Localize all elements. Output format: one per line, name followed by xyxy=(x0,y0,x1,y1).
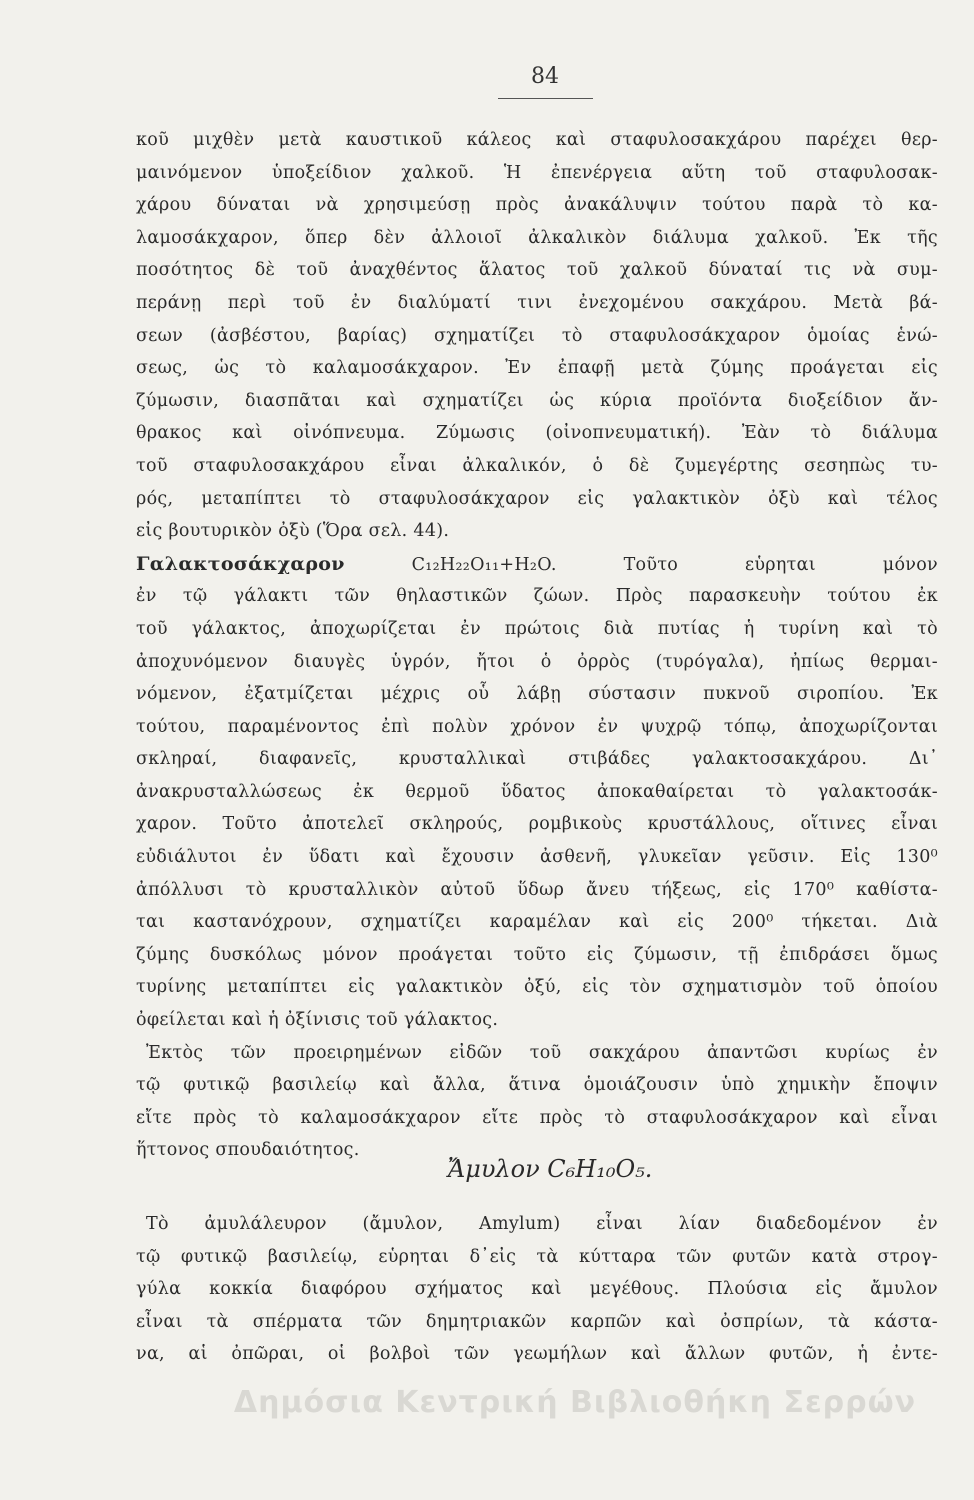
text-line: τοῦ σταφυλοσακχάρου εἶναι ἀλκαλικόν, ὁ δὲ ζυμεγέρτης σεσηπὼς τυ- xyxy=(136,455,938,476)
text-line: ται καστανόχρουν, σχηματίζει καραμέλαν καὶ εἰς 200⁰ τήκεται. Διὰ xyxy=(136,912,938,933)
library-watermark: Δημόσια Κεντρική Βιβλιοθήκη Σερρών xyxy=(233,1385,917,1420)
text-line: κοῦ μιχθὲν μετὰ καυστικοῦ κάλεος καὶ σταφυλοσακχάρου παρέχει θερ- xyxy=(136,130,938,150)
text-line: χαρον. Τοῦτο ἀποτελεῖ σκληρούς, ρομβικοὺς κρυστάλλους, οἵτινες εἶναι xyxy=(136,814,938,835)
text-line: νόμενον, ἐξατμίζεται μέχρις οὗ λάβῃ σύστασιν πυκνοῦ σιροπίου. Ἐκ xyxy=(136,684,938,705)
text-line: θρακος καὶ οἰνόπνευμα. Ζύμωσις (οἰνοπνευματική). Ἐὰν τὸ διάλυμα xyxy=(136,423,938,444)
text-line: τῷ φυτικῷ βασιλείῳ καὶ ἄλλα, ἅτινα ὁμοιάζουσιν ὑπὸ χημικὴν ἔποψιν xyxy=(136,1075,938,1096)
text-block-main xyxy=(136,124,938,1167)
galakto-formula: C₁₂H₂₂O₁₁+H₂O. xyxy=(411,554,557,575)
text-block-amylon xyxy=(136,1208,938,1371)
text-line: εὐδιάλυτοι ἐν ὕδατι καὶ ἔχουσιν ἀσθενῆ, γλυκεῖαν γεῦσιν. Εἰς 130⁰ xyxy=(136,847,938,868)
text-line: ρός, μεταπίπτει τὸ σταφυλοσάκχαρον εἰς γαλακτικὸν ὀξὺ καὶ τέλος xyxy=(136,488,938,509)
text-line: γύλα κοκκία διαφόρου σχήματος καὶ μεγέθους. Πλούσια εἰς ἄμυλον xyxy=(136,1279,938,1300)
text-line: ζύμης δυσκόλως μόνον προάγεται τοῦτο εἰς ζύμωσιν, τῇ ἐπιδράσει ὅμως xyxy=(136,944,938,965)
text-line: εἴτε πρὸς τὸ καλαμοσάκχαρον εἴτε πρὸς τὸ σταφυλοσάκχαρον καὶ εἶναι xyxy=(136,1107,938,1128)
text-line: περάνῃ περὶ τοῦ ἐν διαλύματί τινι ἐνεχομένου σακχάρου. Μετὰ βά- xyxy=(136,292,938,313)
text-line: Τὸ ἀμυλάλευρον (ἄμυλον, Amylum) εἶναι λίαν διαδεδομένον ἐν xyxy=(146,1214,938,1234)
text-line: εἶναι τὰ σπέρματα τῶν δημητριακῶν καρπῶν καὶ ὀσπρίων, τὰ κάστα- xyxy=(136,1311,938,1332)
text-line: σεων (ἀσβέστου, βαρίας) σχηματίζει τὸ σταφυλοσάκχαρον ὁμοίας ἑνώ- xyxy=(136,325,938,346)
text-line: ἐν τῷ γάλακτι τῶν θηλαστικῶν ζώων. Πρὸς παρασκευὴν τούτου ἐκ xyxy=(136,586,938,607)
text-line: τοῦ γάλακτος, ἀποχωρίζεται ἐν πρώτοις διὰ πυτίας ἡ τυρίνη καὶ τὸ xyxy=(136,618,938,639)
text-line: σκληραί, διαφανεῖς, κρυσταλλικαὶ στιβάδες γαλακτοσακχάρου. Δι᾽ xyxy=(136,749,938,770)
text-line: ποσότητος δὲ τοῦ ἀναχθέντος ἅλατος τοῦ χαλκοῦ δύναταί τις νὰ συμ- xyxy=(136,260,938,281)
galakto-heading: Γαλακτοσάκχαρον xyxy=(136,552,345,575)
galakto-heading-line xyxy=(136,548,938,581)
text-line: ἥττονος σπουδαιότητος. xyxy=(136,1140,360,1161)
text-line: να, αἱ ὀπῶραι, οἱ βολβοὶ τῶν γεωμήλων καὶ ἄλλων φυτῶν, ἡ ἐντε- xyxy=(136,1344,938,1365)
section-title: Ἄμυλον C₆H₁₀O₅. xyxy=(447,1155,653,1183)
text-line: ζύμωσιν, διασπᾶται καὶ σχηματίζει ὡς κύρια προϊόντα διοξείδιον ἄν- xyxy=(136,390,938,411)
text-line: τυρίνης μεταπίπτει εἰς γαλακτικὸν ὀξύ, εἰς τὸν σχηματισμὸν τοῦ ὁποίου xyxy=(136,977,938,998)
text-line: λαμοσάκχαρον, ὅπερ δὲν ἀλλοιοῖ ἀλκαλικὸν διάλυμα χαλκοῦ. Ἐκ τῆς xyxy=(136,227,938,248)
text-line: μαινόμενον ὑποξείδιον χαλκοῦ. Ἡ ἐπενέργεια αὕτη τοῦ σταφυλοσακ- xyxy=(136,162,938,183)
text-line: τούτου, παραμένοντος ἐπὶ πολὺν χρόνον ἐν ψυχρῷ τόπῳ, ἀποχωρίζονται xyxy=(136,716,938,737)
text-line: ἀποχυνόμενον διαυγὲς ὑγρόν, ἤτοι ὁ ὀρρὸς (τυρόγαλα), ἠπίως θερμαι- xyxy=(136,651,938,672)
galakto-first-rest: Τοῦτο εὑρηται μόνον xyxy=(623,554,938,575)
text-line: ἀνακρυσταλλώσεως ἐκ θερμοῦ ὕδατος ἀποκαθαίρεται τὸ γαλακτοσάκ- xyxy=(136,781,938,802)
text-line: εἰς βουτυρικὸν ὀξὺ (Ὅρα σελ. 44). xyxy=(136,521,450,542)
page-number: 84 xyxy=(531,64,559,89)
text-line: τῷ φυτικῷ βασιλείῳ, εὑρηται δ᾽εἰς τὰ κύτταρα τῶν φυτῶν κατὰ στρογ- xyxy=(136,1246,938,1267)
text-line: ὀφείλεται καὶ ἡ ὀξίνισις τοῦ γάλακτος. xyxy=(136,1010,499,1031)
text-line: ἀπόλλυσι τὸ κρυσταλλικὸν αὐτοῦ ὕδωρ ἄνευ τήξεως, εἰς 170⁰ καθίστα- xyxy=(136,879,938,900)
text-line: σεως, ὡς τὸ καλαμοσάκχαρον. Ἐν ἐπαφῇ μετὰ ζύμης προάγεται εἰς xyxy=(136,358,938,379)
page-number-rule xyxy=(498,98,593,99)
text-line: Ἐκτὸς τῶν προειρημένων εἰδῶν τοῦ σακχάρου ἀπαντῶσι κυρίως ἐν xyxy=(146,1042,938,1063)
text-line: χάρου δύναται νὰ χρησιμεύσῃ πρὸς ἀνακάλυψιν τούτου παρὰ τὸ κα- xyxy=(136,195,938,216)
